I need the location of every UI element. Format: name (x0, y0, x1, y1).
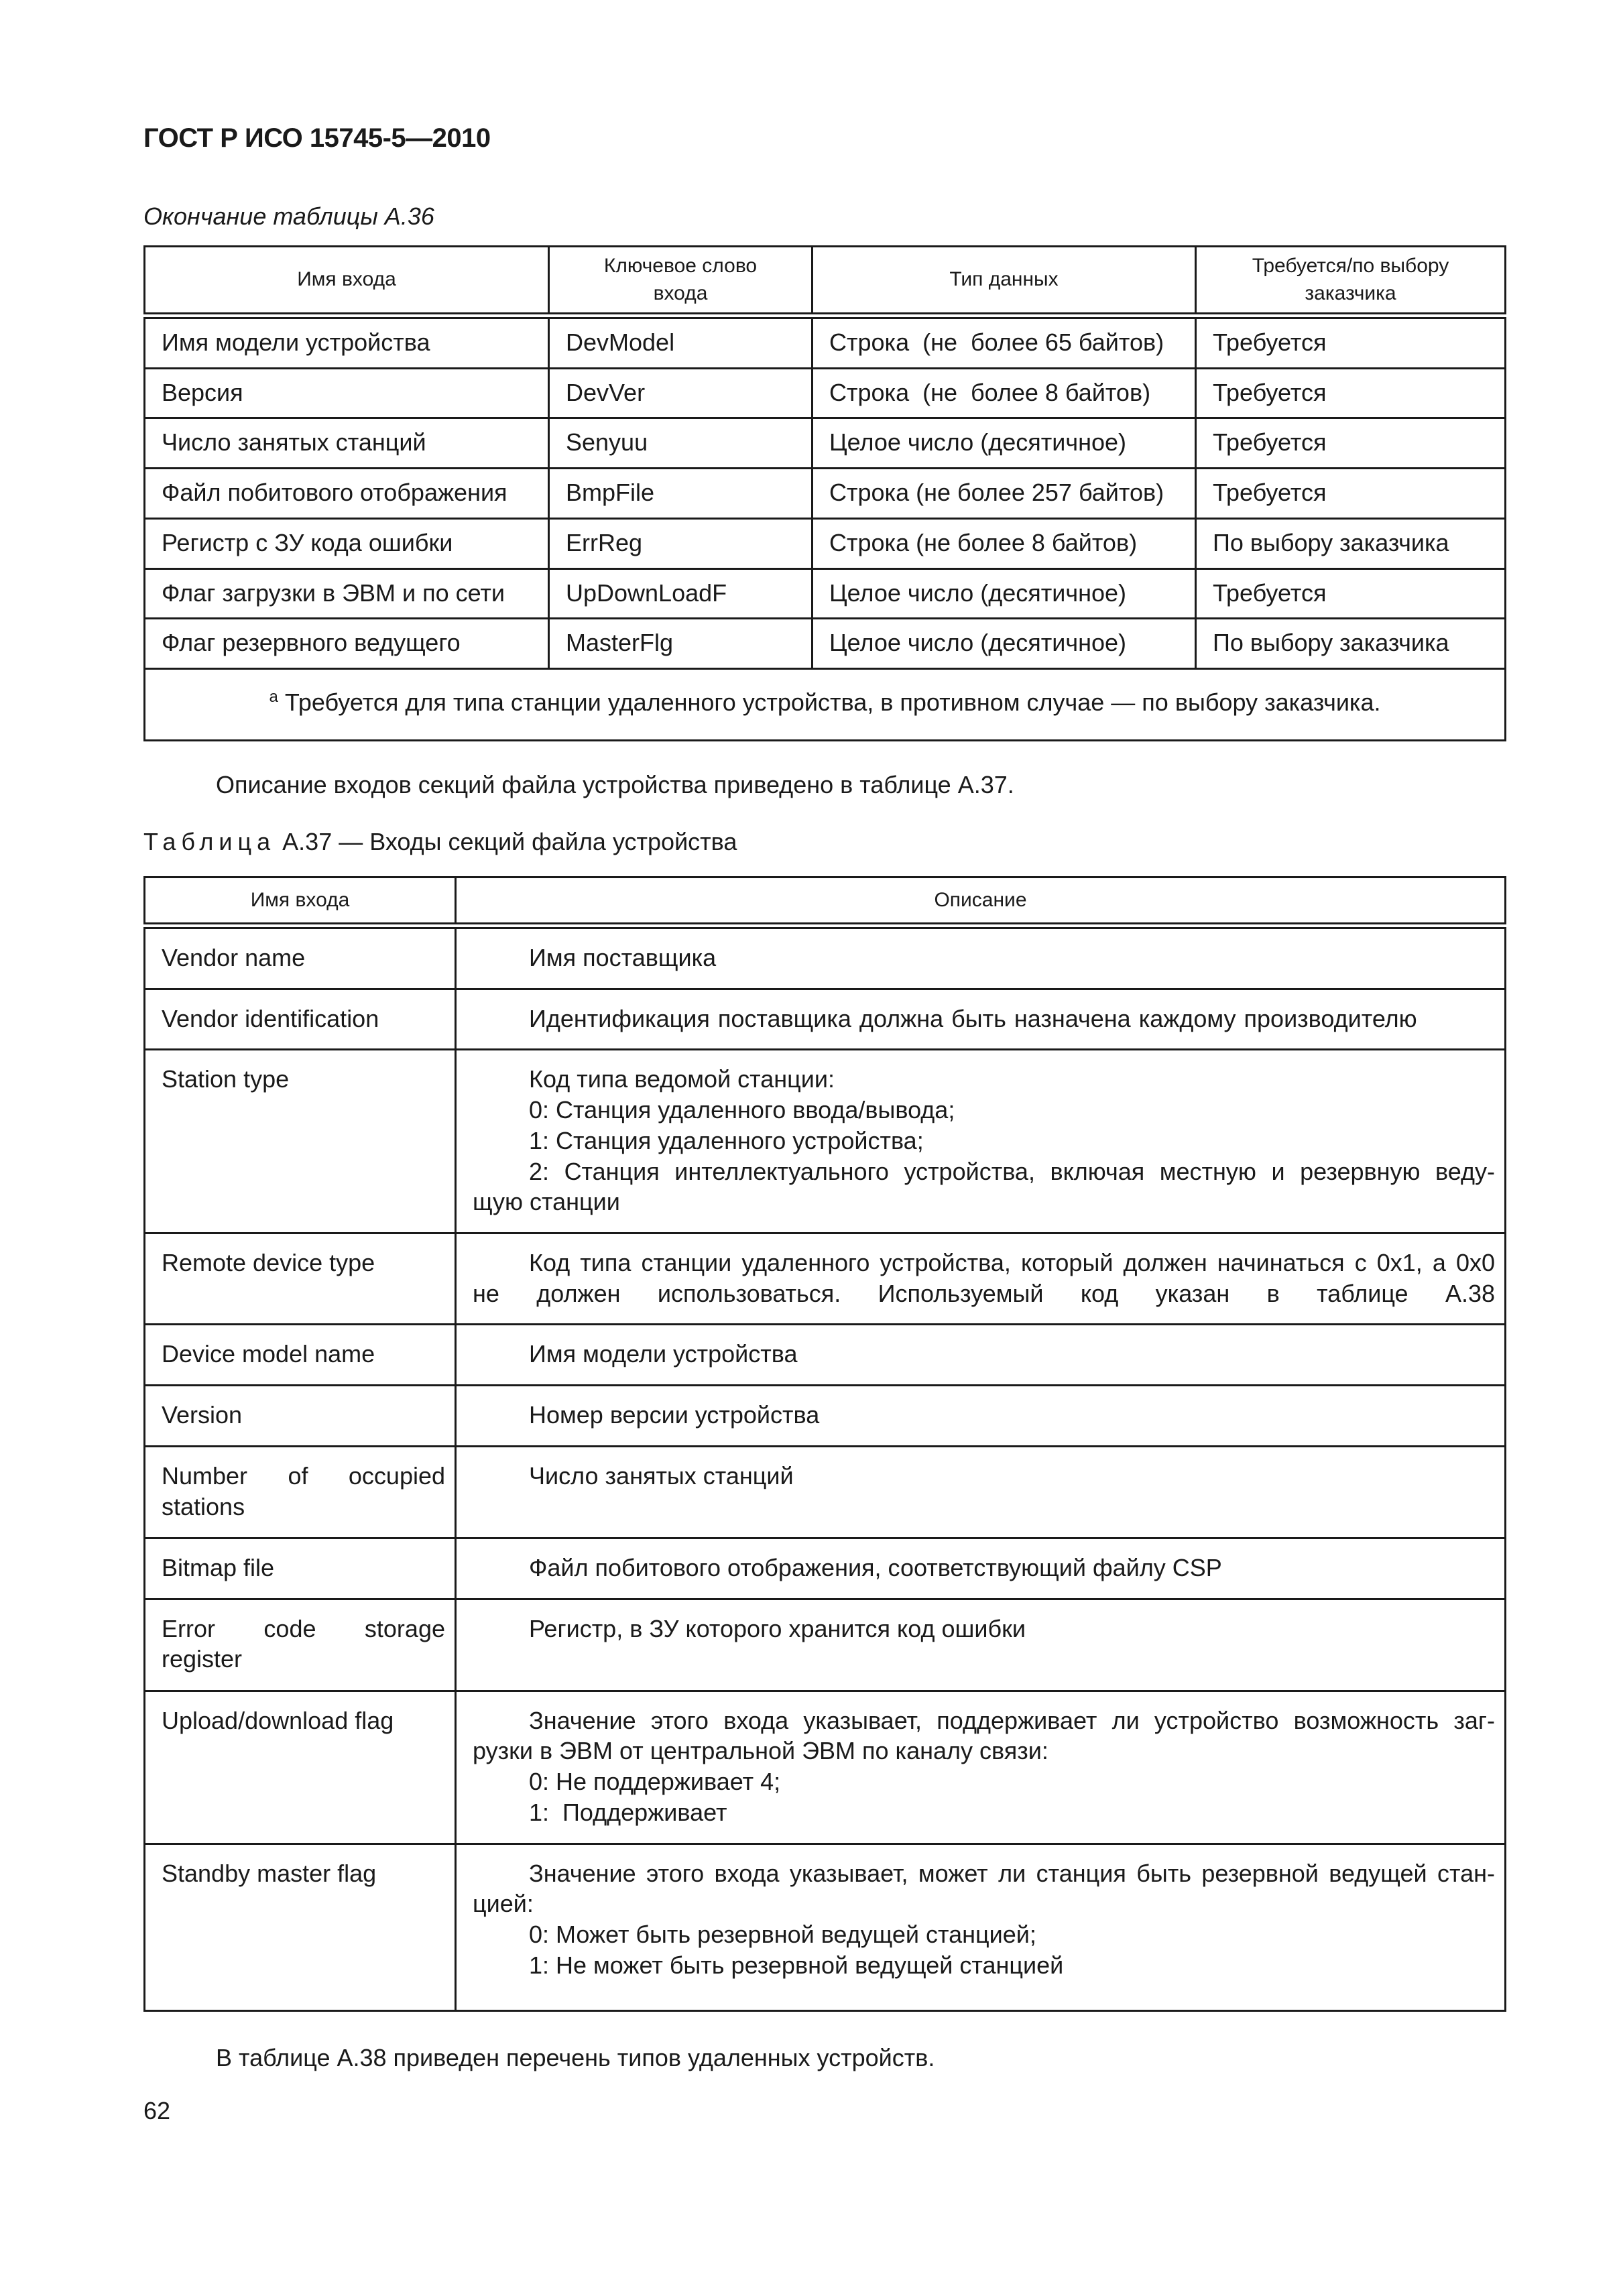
column-header: Имя входа (145, 878, 456, 926)
table-cell: Требуется (1196, 316, 1506, 368)
table-row (145, 1691, 1506, 1844)
table-cell: Имя модели устройства (145, 316, 549, 368)
table-cell: DevVer (549, 368, 813, 418)
description-line: 2: Станция интеллектуального устройства, включая местную и резервную веду- (529, 1157, 1495, 1185)
entry-name: Vendor name (145, 926, 456, 989)
entry-name: Error code storage register (145, 1599, 456, 1691)
description-line: Значение этого входа указывает, может ли станция быть резервной ведущей стан- (529, 1859, 1495, 1887)
table-row (145, 1233, 1506, 1325)
table-cell: Флаг резервного ведущего (145, 619, 549, 669)
table-header-row (145, 878, 1506, 926)
table-row (145, 1538, 1506, 1599)
table-row (145, 1446, 1506, 1538)
description-line: цией: (473, 1890, 534, 1918)
table-cell: Строка (не более 65 байтов) (813, 316, 1196, 368)
table-cell: Целое число (десятичное) (813, 619, 1196, 669)
description-line: 1: Поддерживает (529, 1798, 727, 1826)
entry-name: Station type (145, 1050, 456, 1233)
table-cell: Строка (не более 257 байтов) (813, 469, 1196, 519)
description-line: 0: Может быть резервной ведущей станцией; (529, 1920, 1036, 1948)
table-cell: BmpFile (549, 469, 813, 519)
description-line: 1: Не может быть резервной ведущей станцией (529, 1951, 1064, 1979)
entry-description (456, 989, 1506, 1050)
description-line: Код типа ведомой станции: (529, 1065, 835, 1093)
entry-description (456, 1325, 1506, 1386)
description-line: Значение этого входа указывает, поддерживает ли устройство возможность заг- (529, 1706, 1495, 1734)
footnote-marker: a (269, 688, 278, 707)
table-row (145, 1599, 1506, 1691)
entry-name: Vendor identification (145, 989, 456, 1050)
table-cell: Требуется (1196, 568, 1506, 619)
column-header: Тип данных (813, 247, 1196, 316)
table-cell: По выбору заказчика (1196, 518, 1506, 568)
entry-description (456, 1233, 1506, 1325)
table-title-text: А.37 — Входы секций файла устройства (282, 828, 737, 855)
table-row (145, 518, 1506, 568)
column-header: Требуется/по выбору заказчика (1196, 247, 1506, 316)
table-row (145, 1325, 1506, 1386)
table-cell: UpDownLoadF (549, 568, 813, 619)
description-line: не должен использоваться. Используемый код указан в таблице А.38 (473, 1279, 1495, 1307)
table-cell: Senyuu (549, 418, 813, 469)
entry-description (456, 1050, 1506, 1233)
table-row (145, 1844, 1506, 2011)
footnote-text: Требуется для типа станции удаленного устройства, в противном случае — по выбору заказчика. (284, 688, 1381, 717)
table-continuation-caption: Окончание таблицы А.36 (143, 202, 434, 230)
table-cell: Строка (не более 8 байтов) (813, 368, 1196, 418)
entry-description (456, 1599, 1506, 1691)
description-line: Имя поставщика (529, 944, 717, 971)
table-row (145, 926, 1506, 989)
entry-name: Bitmap file (145, 1538, 456, 1599)
table-row (145, 469, 1506, 519)
table-cell: Файл побитового отображения (145, 469, 549, 519)
page-number: 62 (143, 2097, 171, 2124)
table-cell: Целое число (десятичное) (813, 418, 1196, 469)
table-cell: Требуется (1196, 469, 1506, 519)
table-row (145, 418, 1506, 469)
table-cell: По выбору заказчика (1196, 619, 1506, 669)
table-footnote (145, 669, 1506, 741)
table-header-row (145, 247, 1506, 316)
table-footnote-row (145, 669, 1506, 741)
entry-name: Upload/download flag (145, 1691, 456, 1844)
table-cell: ErrReg (549, 518, 813, 568)
description-line: щую станции (473, 1188, 620, 1216)
entry-description (456, 1446, 1506, 1538)
intro-paragraph: Описание входов секций файла устройства приведено в таблице А.37. (216, 771, 1014, 798)
table-cell: DevModel (549, 316, 813, 368)
entry-name: Remote device type (145, 1233, 456, 1325)
entry-description (456, 1538, 1506, 1599)
table-row (145, 568, 1506, 619)
entry-description (456, 1386, 1506, 1447)
table-row (145, 1386, 1506, 1447)
document-header: ГОСТ Р ИСО 15745-5—2010 (143, 123, 491, 153)
column-header: Имя входа (145, 247, 549, 316)
entry-name: Number of occupied stations (145, 1446, 456, 1538)
description-line: 0: Не поддерживает 4; (529, 1768, 781, 1796)
entry-description (456, 926, 1506, 989)
description-line: Код типа станции удаленного устройства, который должен начинаться с 0x1, а 0x0 (529, 1249, 1496, 1277)
table-cell: Целое число (десятичное) (813, 568, 1196, 619)
table-cell: Версия (145, 368, 549, 418)
description-line: 1: Станция удаленного устройства; (529, 1126, 924, 1154)
table-title-prefix: Таблица (143, 828, 276, 855)
table-row (145, 316, 1506, 368)
description-line: 0: Станция удаленного ввода/вывода; (529, 1096, 955, 1124)
table-row (145, 989, 1506, 1050)
table-row (145, 1050, 1506, 1233)
entry-name: Device model name (145, 1325, 456, 1386)
column-header: Ключевое слово входа (549, 247, 813, 316)
table-cell: Флаг загрузки в ЭВМ и по сети (145, 568, 549, 619)
description-line: Имя модели устройства (529, 1340, 798, 1368)
column-header: Описание (456, 878, 1506, 926)
entry-description (456, 1844, 1506, 2011)
description-line: Номер версии устройства (529, 1401, 820, 1429)
table-a36 (143, 245, 1506, 741)
description-line: Число занятых станций (529, 1461, 794, 1490)
description-line: рузки в ЭВМ от центральной ЭВМ по каналу связи: (473, 1737, 1048, 1765)
table-cell: Строка (не более 8 байтов) (813, 518, 1196, 568)
table-row (145, 368, 1506, 418)
description-line: Регистр, в ЗУ которого хранится код ошибки (529, 1614, 1026, 1642)
table-cell: Регистр с ЗУ кода ошибки (145, 518, 549, 568)
table-cell: MasterFlg (549, 619, 813, 669)
table-title (143, 828, 737, 856)
table-cell: Число занятых станций (145, 418, 549, 469)
closing-paragraph: В таблице А.38 приведен перечень типов удаленных устройств. (216, 2044, 935, 2071)
table-cell: Требуется (1196, 368, 1506, 418)
table-a37 (143, 876, 1506, 2012)
table-cell: Требуется (1196, 418, 1506, 469)
entry-name: Standby master flag (145, 1844, 456, 2011)
table-row (145, 619, 1506, 669)
entry-name: Version (145, 1386, 456, 1447)
description-line: Файл побитового отображения, соответствующий файлу CSP (529, 1553, 1222, 1581)
description-line: Идентификация поставщика должна быть назначена каждому производителю (529, 1004, 1417, 1032)
entry-description (456, 1691, 1506, 1844)
